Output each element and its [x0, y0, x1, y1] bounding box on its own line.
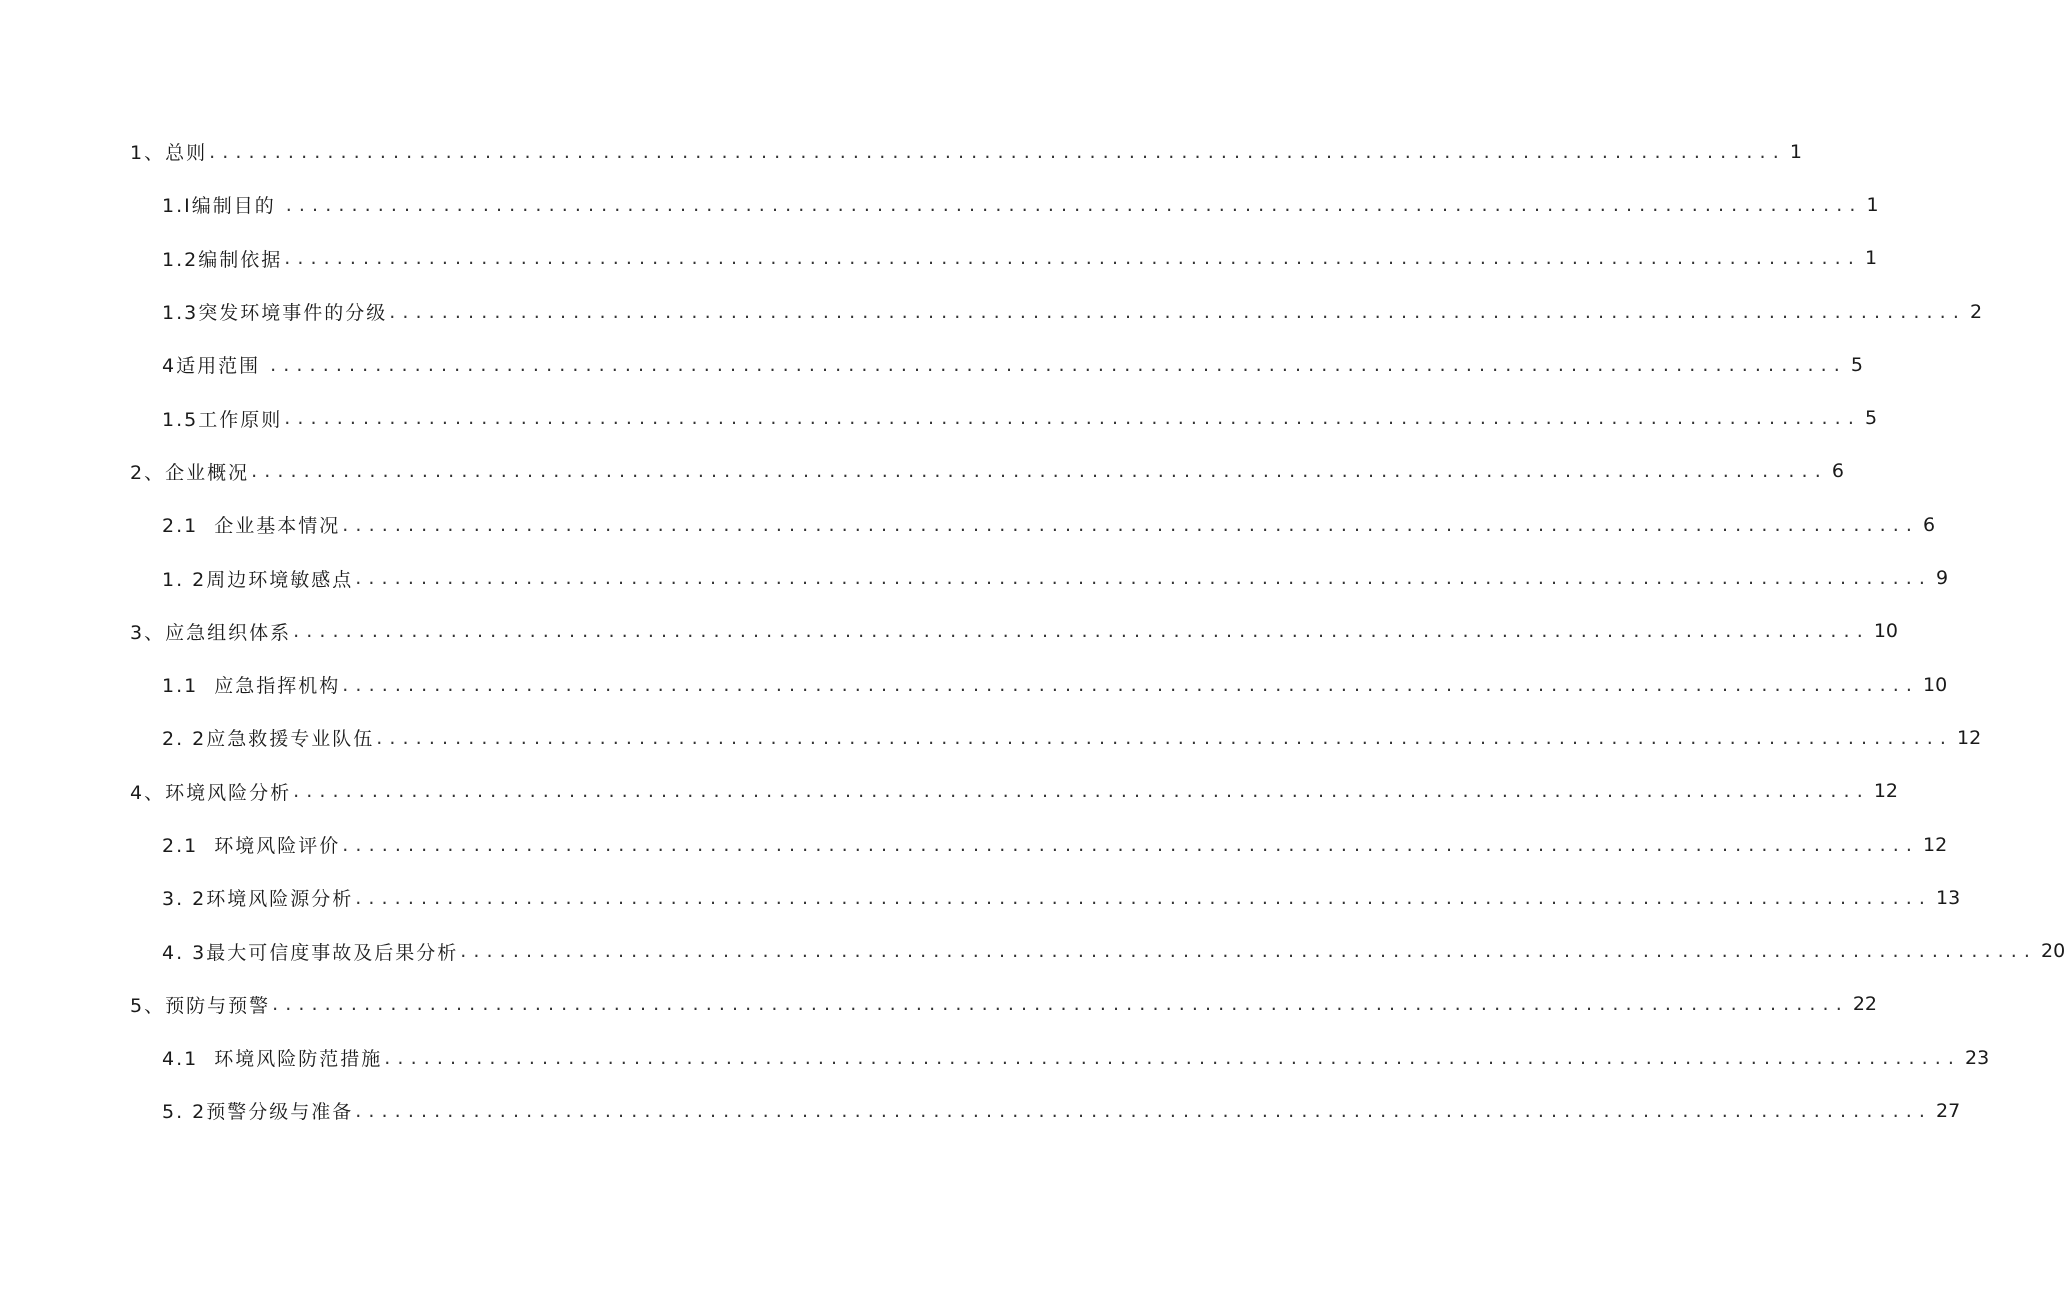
- toc-entry[interactable]: [0, 978, 1878, 1031]
- toc-dot-leader: ........................................................................................................................: [342, 833, 1920, 856]
- toc-entry-page-number: 10: [1923, 673, 1948, 696]
- toc-entry-page-number: 1: [1789, 140, 1802, 163]
- toc-entry-page-number: 22: [1852, 993, 1878, 1016]
- toc-entry[interactable]: [0, 818, 1948, 871]
- toc-entry-page-number: 5: [1864, 407, 1878, 430]
- toc-entry-title: 1. 2周边环境敏感点: [162, 568, 354, 591]
- toc-dot-leader: ........................................................................................................................: [355, 1099, 1933, 1122]
- toc-dot-leader: ........................................................................................................................: [272, 993, 1849, 1016]
- toc-dot-leader: ........................................................................................................................: [293, 620, 1870, 643]
- toc-entry-title: 1.5工作原则: [162, 408, 283, 431]
- toc-entry-title: 1.I编制目的: [162, 195, 284, 218]
- toc-dot-leader: ........................................................................................................................: [251, 460, 1828, 483]
- toc-entry-page-number: 1: [1866, 193, 1879, 216]
- toc-entry-title: 4适用范围: [162, 355, 269, 378]
- toc-dot-leader: ........................................................................................................................: [342, 673, 1920, 696]
- toc-entry-title: 1.1 应急指挥机构: [162, 675, 341, 698]
- toc-dot-leader: ........................................................................................................................: [355, 567, 1933, 590]
- toc-entry-title: 5、预防与预警: [130, 994, 271, 1017]
- toc-entry[interactable]: [0, 285, 1983, 338]
- toc-entry-title: 1、总则: [130, 142, 208, 165]
- toc-entry-title: 1.3突发环境事件的分级: [162, 302, 388, 325]
- toc-entry[interactable]: [0, 711, 1982, 764]
- toc-dot-leader: ........................................................................................................................: [270, 353, 1847, 376]
- toc-entry[interactable]: [0, 391, 1878, 444]
- toc-entry-title: 1.2编制依据: [162, 248, 283, 271]
- toc-entry-page-number: 6: [1923, 513, 1936, 536]
- toc-entry-page-number: 23: [1965, 1046, 1990, 1069]
- toc-dot-leader: ........................................................................................................................: [342, 513, 1920, 536]
- toc-entry[interactable]: [0, 178, 1879, 231]
- toc-entry-title: 4、环境风险分析: [130, 781, 292, 804]
- toc-entry-page-number: 1: [1864, 247, 1878, 270]
- toc-entry-page-number: 6: [1831, 460, 1844, 483]
- toc-entry-title: 4. 3最大可信度事故及后果分析: [162, 941, 459, 964]
- toc-dot-leader: ........................................................................................................................: [209, 140, 1786, 163]
- toc-entry[interactable]: [0, 605, 1899, 658]
- toc-entry-title: 2. 2应急救援专业队伍: [162, 728, 375, 751]
- toc-dot-leader: ........................................................................................................................: [376, 726, 1954, 749]
- toc-entry[interactable]: [0, 232, 1878, 285]
- toc-entry-title: 3. 2环境风险源分析: [162, 888, 354, 911]
- toc-entry[interactable]: [0, 551, 1949, 604]
- toc-entry-title: 2、企业概况: [130, 461, 250, 484]
- toc-dot-leader: ........................................................................................................................: [389, 300, 1966, 323]
- toc-entry[interactable]: [0, 498, 1936, 551]
- toc-entry-title: 2.1 企业基本情况: [162, 515, 341, 538]
- toc-entry[interactable]: [0, 871, 1961, 924]
- toc-entry[interactable]: [0, 445, 1844, 498]
- toc-entry-page-number: 12: [1923, 833, 1948, 856]
- toc-entry[interactable]: [0, 658, 1948, 711]
- toc-dot-leader: ........................................................................................................................: [284, 247, 1861, 270]
- toc-entry-title: 3、应急组织体系: [130, 621, 292, 644]
- toc-entry[interactable]: [0, 765, 1899, 818]
- toc-entry-page-number: 5: [1850, 353, 1863, 376]
- toc-dot-leader: ........................................................................................................................: [293, 780, 1870, 803]
- toc-entry[interactable]: [0, 924, 2065, 977]
- toc-entry[interactable]: [0, 1031, 1990, 1084]
- toc-entry-title: 5. 2预警分级与准备: [162, 1101, 354, 1124]
- toc-entry-page-number: 9: [1936, 567, 1949, 590]
- toc-entry-title: 2.1 环境风险评价: [162, 835, 341, 857]
- toc-entry-page-number: 27: [1936, 1099, 1961, 1122]
- toc-entry[interactable]: [0, 1084, 1961, 1137]
- toc-dot-leader: ........................................................................................................................: [284, 407, 1861, 430]
- toc-entry-page-number: 12: [1873, 780, 1899, 803]
- toc-entry-page-number: 2: [1969, 300, 1983, 323]
- toc-entry[interactable]: [0, 338, 1863, 391]
- toc-entry-page-number: 12: [1957, 726, 1982, 749]
- toc-entry[interactable]: [0, 125, 1802, 178]
- toc-entry-title: 4.1 环境风险防范措施: [162, 1048, 383, 1071]
- toc-dot-leader: ........................................................................................................................: [285, 193, 1863, 216]
- toc-entry-page-number: 10: [1873, 620, 1899, 643]
- table-of-contents: [0, 125, 2065, 1138]
- toc-entry-page-number: 13: [1936, 886, 1961, 909]
- toc-dot-leader: ........................................................................................................................: [460, 940, 2038, 963]
- toc-dot-leader: ........................................................................................................................: [355, 886, 1933, 909]
- toc-entry-page-number: 20: [2041, 940, 2065, 963]
- toc-dot-leader: ........................................................................................................................: [384, 1046, 1962, 1069]
